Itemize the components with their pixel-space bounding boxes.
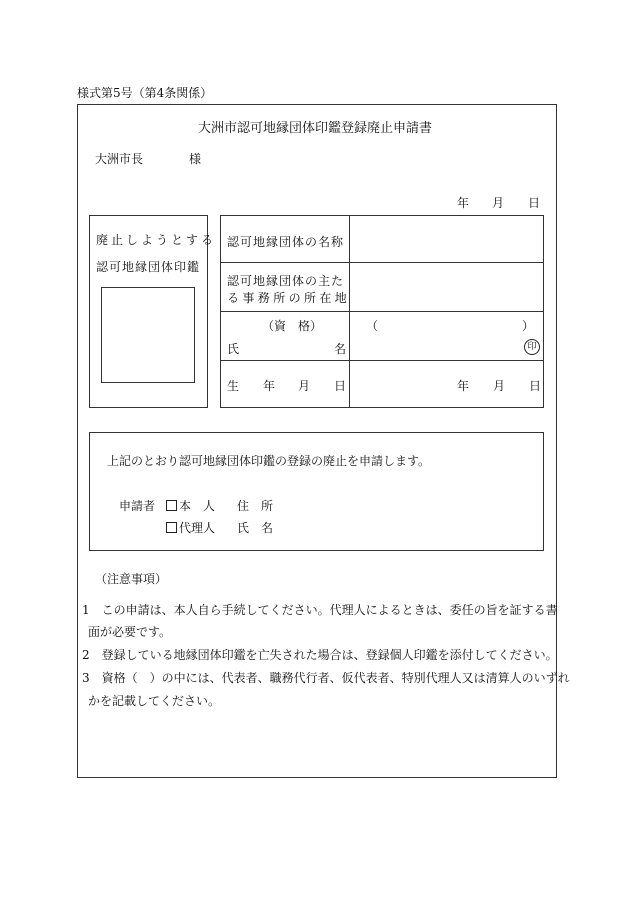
seal-mark-icon [524, 338, 540, 355]
note-3-line1: 3 資格（ ）の中には、代表者、職務代行者、仮代表者、特別代理人又は清算人のいずれ [82, 671, 570, 685]
notes-heading: （注意事項） [95, 572, 168, 586]
agent-checkbox[interactable] [166, 522, 177, 533]
option-agent[interactable] [166, 519, 215, 536]
table-row-line [220, 311, 544, 312]
seal-mark: 印 [524, 339, 540, 355]
note-1-line2: 面が必要です。 [88, 625, 172, 639]
qualification-label: （資 格） [262, 319, 323, 333]
org-name-field[interactable] [352, 218, 540, 260]
option-self[interactable] [166, 497, 215, 514]
office-label-line2: る事務所の所在地 [227, 291, 351, 305]
birth-month-label: 月 [493, 379, 506, 393]
birth-label-4: 日 [334, 379, 347, 393]
office-address-field[interactable] [352, 265, 540, 309]
date-day-label: 日 [528, 196, 541, 210]
form-title: 大洲市認可地縁団体印鑑登録廃止申請書 [197, 121, 432, 136]
birth-day-label: 日 [529, 379, 542, 393]
option-agent-label: 代理人 [179, 521, 216, 535]
birth-year-label: 年 [457, 379, 470, 393]
org-name-label: 認可地縁団体の名称 [227, 235, 345, 249]
applicant-name-field[interactable] [282, 517, 532, 535]
note-2: 2 登録している地縁団体印鑑を亡失された場合は、登録個人印鑑を添付してください。 [82, 648, 558, 662]
birth-label-3: 月 [298, 379, 311, 393]
applicant-address-label: 住 所 [237, 499, 274, 513]
addressee-name: 大洲市長 [95, 152, 144, 166]
applicant-label: 申請者 [119, 499, 156, 513]
date-month-label: 月 [492, 196, 505, 210]
qualification-close-paren: ） [522, 319, 535, 333]
note-3-line2: かを記載してください。 [88, 694, 221, 708]
qualification-field[interactable] [352, 315, 540, 335]
birth-label-2: 年 [263, 379, 276, 393]
representative-name-field[interactable] [352, 337, 520, 357]
note-1-line1: 1 この申請は、本人自ら手続してください。代理人によるときは、委任の旨を証する書 [82, 603, 558, 617]
birth-date-field[interactable] [352, 363, 452, 405]
addressee-honorific: 様 [189, 152, 202, 166]
name-label-part1: 氏 [227, 342, 240, 356]
table-row-line [220, 360, 544, 361]
seal-caption-line1: 廃止しようとする [96, 233, 217, 247]
seal-impression-box[interactable] [101, 287, 195, 383]
date-year-label: 年 [457, 196, 470, 210]
form-number: 様式第5号（第4条関係） [77, 86, 213, 100]
option-self-label: 本 人 [179, 499, 216, 513]
application-statement: 上記のとおり認可地縁団体印鑑の登録の廃止を申請します。 [107, 454, 431, 468]
birth-label-1: 生 [227, 379, 240, 393]
applicant-name-label: 氏 名 [237, 521, 274, 535]
name-label-part2: 名 [334, 342, 347, 356]
office-label-line1: 認可地縁団体の主た [227, 274, 345, 288]
seal-caption-line2: 認可地縁団体印鑑 [96, 260, 201, 274]
applicant-address-field[interactable] [282, 495, 532, 513]
qualification-open-paren: （ [366, 319, 379, 333]
table-row-line [220, 262, 544, 263]
self-checkbox[interactable] [166, 500, 177, 511]
